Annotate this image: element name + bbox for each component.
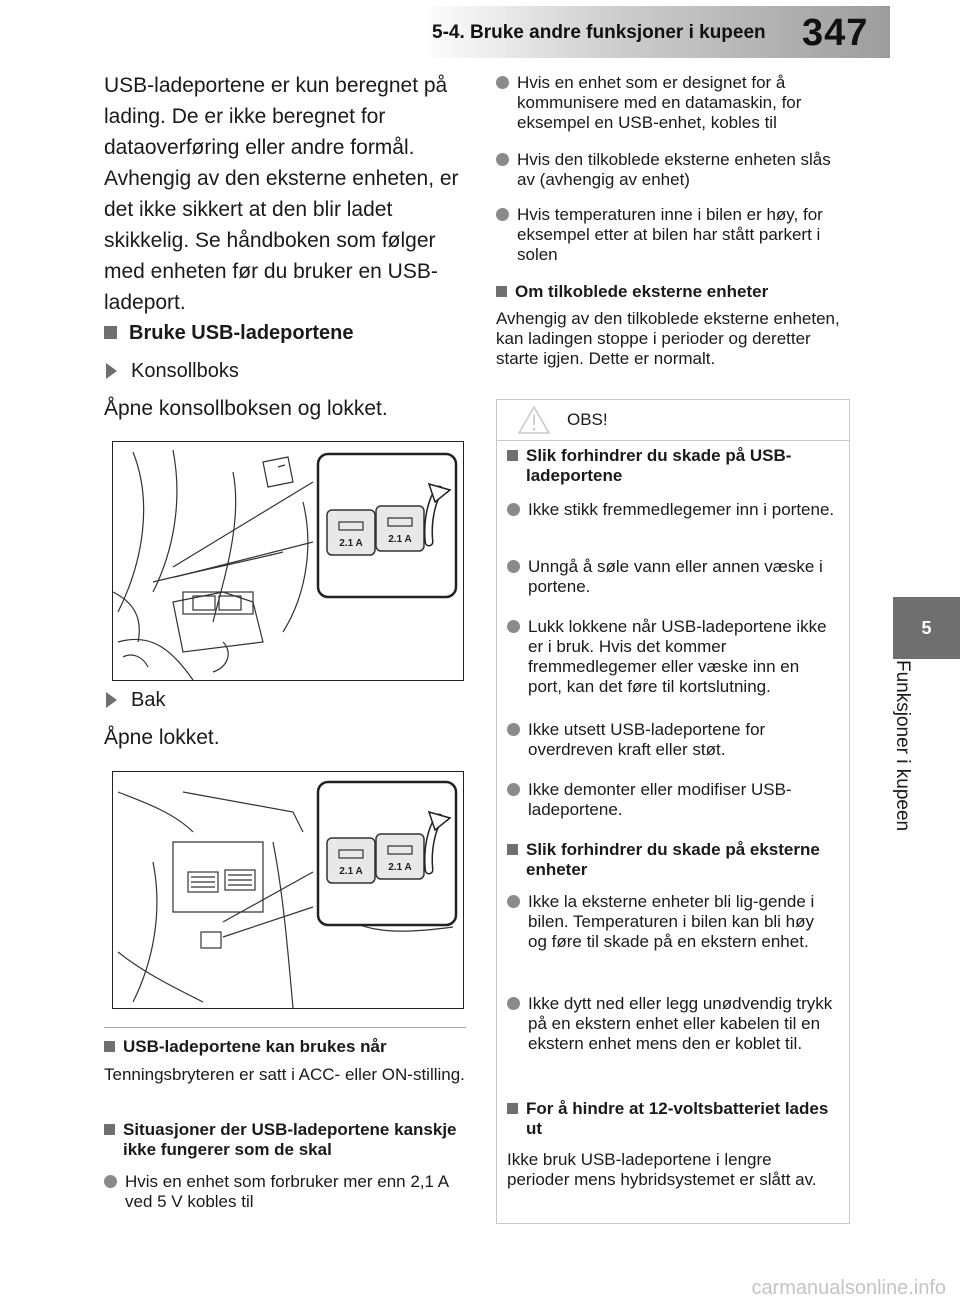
note-situations-title: Situasjoner der USB-ladeportene kanskje ikke fungerer som de skal: [123, 1120, 457, 1159]
note-usage-title: USB-ladeportene kan brukes når: [123, 1037, 387, 1056]
notice-device-damage-heading: [507, 840, 837, 880]
port-rating-left: 2.1 A: [339, 866, 363, 877]
console-illustration: [113, 442, 463, 680]
notice-item: [507, 720, 837, 760]
notice-item: [507, 557, 837, 597]
notice-usb-damage-title: Slik forhindrer du skade på USB-ladeportene: [526, 446, 792, 485]
notice-item-text: Ikke utsett USB-ladeportene for overdreven kraft eller støt.: [528, 720, 766, 759]
external-devices-title: Om tilkoblede eksterne enheter: [515, 282, 769, 301]
note-situations-heading: [104, 1120, 466, 1160]
triangle-bullet-icon: [106, 692, 117, 708]
bullet-dot-icon: [496, 208, 509, 221]
situation-item-text: Hvis temperaturen inne i bilen er høy, for eksempel etter at bilen har stått parkert i solen: [517, 205, 823, 264]
square-bullet-icon: [104, 326, 117, 339]
note-usage-text: Tenningsbryteren er satt i ACC- eller ON-stilling.: [104, 1065, 465, 1084]
situation-item-text: Hvis en enhet som forbruker mer enn 2,1 A ved 5 V kobles til: [125, 1172, 449, 1211]
square-bullet-icon: [104, 1124, 115, 1135]
watermark: carmanualsonline.info: [751, 1277, 946, 1299]
notice-item-text: Ikke stikk fremmedlegemer inn i portene.: [528, 500, 835, 519]
section-title: 5-4. Bruke andre funksjoner i kupeen: [432, 22, 766, 43]
notice-item: [507, 500, 837, 520]
chapter-tab: [893, 597, 960, 659]
notice-item: [507, 994, 837, 1054]
divider: [104, 1027, 466, 1028]
notice-item: [507, 617, 837, 697]
sub-heading-console-text: Konsollboks: [131, 360, 239, 382]
notice-usb-damage-heading: [507, 446, 837, 486]
console-instruction: Åpne konsollboksen og lokket.: [104, 397, 388, 420]
bullet-dot-icon: [496, 76, 509, 89]
section-heading: [104, 321, 466, 345]
chapter-number: 5: [921, 617, 932, 638]
square-bullet-icon: [496, 286, 507, 297]
port-rating-right: 2.1 A: [388, 534, 412, 545]
notice-item-text: Unngå å søle vann eller annen væske i portene.: [528, 557, 823, 596]
chapter-label-wrap: [893, 660, 960, 870]
bullet-dot-icon: [507, 895, 520, 908]
notice-item: [507, 892, 837, 952]
notice-item: [507, 780, 837, 820]
bullet-dot-icon: [507, 503, 520, 516]
square-bullet-icon: [104, 1041, 115, 1052]
external-devices-heading: [496, 282, 848, 302]
bullet-dot-icon: [507, 723, 520, 736]
port-rating-right: 2.1 A: [388, 862, 412, 873]
warning-icon: [517, 405, 551, 435]
rear-instruction: Åpne lokket.: [104, 726, 220, 749]
chapter-label: Funksjoner i kupeen: [892, 660, 913, 832]
triangle-bullet-icon: [106, 363, 117, 379]
notice-box: [496, 399, 850, 1224]
external-devices-text: Avhengig av den tilkoblede eksterne enheten, kan ladingen stoppe i perioder og deretter starte igjen. Dette er normalt.: [496, 309, 840, 368]
notice-header: [497, 400, 849, 441]
bullet-dot-icon: [496, 153, 509, 166]
notice-item-text: Ikke dytt ned eller legg unødvendig trykk på en ekstern enhet eller kabelen til en ekstern enhet mens den er koblet til.: [528, 994, 833, 1053]
intro-paragraph: USB-ladeportene er kun beregnet på lading. De er ikke beregnet for dataoverføring eller andre formål. Avhengig av den eksterne enheten, er det ikke sikkert at den blir ladet skikkelig. Se håndboken som følger med enheten før du bruker en USB-ladeport.: [104, 74, 459, 314]
rear-illustration: [113, 772, 463, 1008]
notice-battery-text: Ikke bruk USB-ladeportene i lengre perioder mens hybridsystemet er slått av.: [507, 1150, 817, 1189]
situation-item: [496, 73, 848, 133]
page-number: 347: [802, 12, 869, 54]
notice-item-text: Ikke demonter eller modifiser USB-ladeportene.: [528, 780, 792, 819]
sub-heading-rear: [104, 688, 466, 712]
notice-battery-heading: [507, 1099, 837, 1139]
situation-item: [104, 1172, 466, 1212]
situation-item: [496, 150, 848, 190]
situation-item-text: Hvis den tilkoblede eksterne enheten slås av (avhengig av enhet): [517, 150, 831, 189]
bullet-dot-icon: [104, 1175, 117, 1188]
bullet-dot-icon: [507, 620, 520, 633]
square-bullet-icon: [507, 450, 518, 461]
sub-heading-console: [104, 359, 466, 383]
situation-item-text: Hvis en enhet som er designet for å kommunisere med en datamaskin, for eksempel en USB-enhet, kobles til: [517, 73, 802, 132]
figure-console-usb: [112, 441, 464, 681]
notice-title: OBS!: [567, 410, 608, 429]
port-rating-left: 2.1 A: [339, 538, 363, 549]
notice-device-damage-title: Slik forhindrer du skade på eksterne enheter: [526, 840, 820, 879]
figure-rear-usb: [112, 771, 464, 1009]
note-usage-heading: [104, 1037, 466, 1057]
notice-item-text: Lukk lokkene når USB-ladeportene ikke er i bruk. Hvis det kommer fremmedlegemer eller væske inn en port, kan det føre til kortslutning.: [528, 617, 827, 696]
square-bullet-icon: [507, 844, 518, 855]
section-heading-text: Bruke USB-ladeportene: [129, 322, 354, 344]
square-bullet-icon: [507, 1103, 518, 1114]
bullet-dot-icon: [507, 560, 520, 573]
sub-heading-rear-text: Bak: [131, 689, 166, 711]
notice-battery-title: For å hindre at 12-voltsbatteriet lades ut: [526, 1099, 829, 1138]
situation-item: [496, 205, 848, 265]
notice-item-text: Ikke la eksterne enheter bli lig-gende i bilen. Temperaturen i bilen kan bli høy og føre til skade på en ekstern enhet.: [528, 892, 815, 951]
bullet-dot-icon: [507, 783, 520, 796]
bullet-dot-icon: [507, 997, 520, 1010]
